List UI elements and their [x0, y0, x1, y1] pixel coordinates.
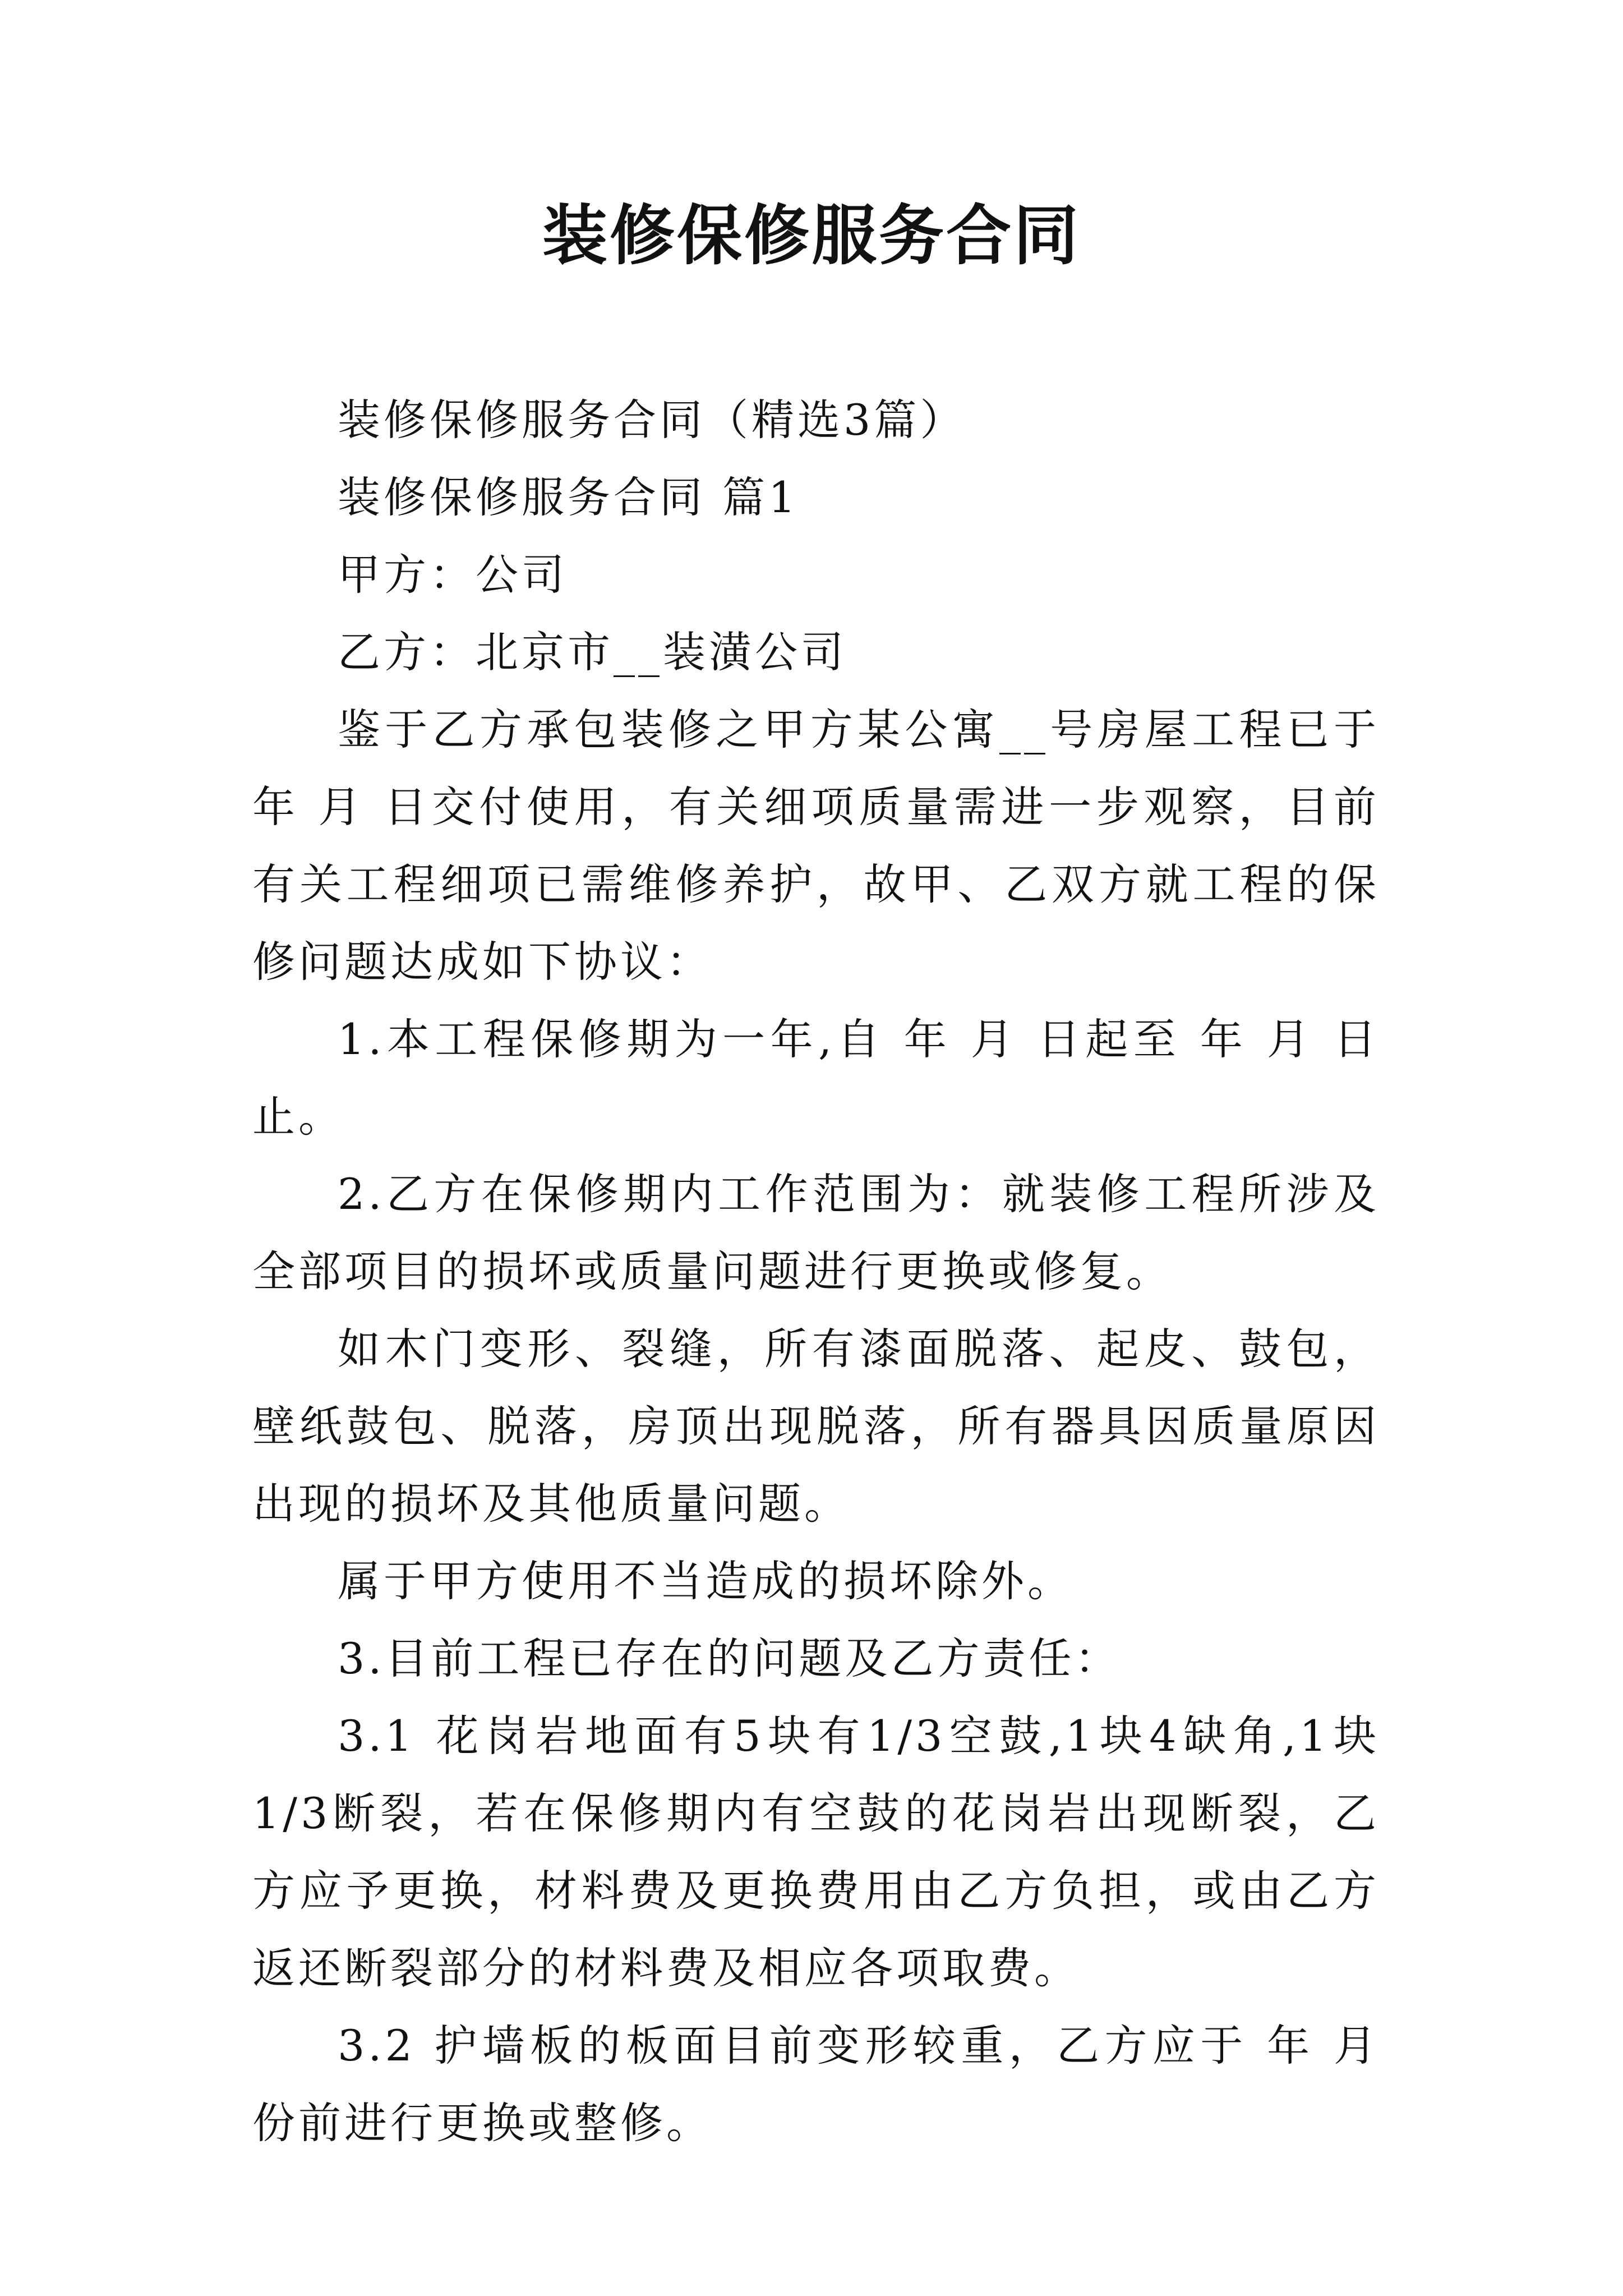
paragraph-clause-2-examples: 如木门变形、裂缝，所有漆面脱落、起皮、鼓包，壁纸鼓包、脱落，房顶出现脱落，所有器具因质量原因出现的损坏及其他质量问题。 — [252, 1324, 1380, 1529]
paragraph-clause-2-exclusion: 属于甲方使用不当造成的损坏除外。 — [338, 1556, 1073, 1606]
paragraph-section-heading: 装修保修服务合同 篇1 — [338, 472, 799, 522]
document-title: 装修保修服务合同 — [542, 197, 1081, 274]
paragraph-clause-1: 1.本工程保修期为一年,自 年 月 日起至 年 月 日止。 — [252, 1014, 1380, 1142]
paragraph-subtitle: 装修保修服务合同（精选3篇） — [338, 395, 966, 445]
paragraph-party-b: 乙方：北京市__装潢公司 — [338, 627, 847, 677]
paragraph-clause-3-1: 3.1 花岗岩地面有5块有1/3空鼓,1块4缺角,1块1/3断裂，若在保修期内有空鼓的花岗岩出现断裂，乙方应予更换，材料费及更换费用由乙方负担，或由乙方返还断裂部分的材料费及相应各项取费。 — [252, 1711, 1380, 1993]
paragraph-party-a: 甲方：公司 — [338, 550, 568, 600]
paragraph-preamble: 鉴于乙方承包装修之甲方某公寓__号房屋工程已于 年 月 日交付使用，有关细项质量需进一步观察，目前有关工程细项已需维修养护，故甲、乙双方就工程的保修问题达成如下协议： — [252, 705, 1397, 987]
paragraph-clause-2: 2.乙方在保修期内工作范围为：就装修工程所涉及全部项目的损坏或质量问题进行更换或修复。 — [252, 1169, 1380, 1296]
document-body — [252, 381, 1397, 2162]
paragraph-clause-3: 3.目前工程已存在的问题及乙方责任： — [338, 1634, 1121, 1683]
paragraph-clause-3-2: 3.2 护墙板的板面目前变形较重，乙方应于 年 月份前进行更换或整修。 — [252, 2021, 1380, 2148]
